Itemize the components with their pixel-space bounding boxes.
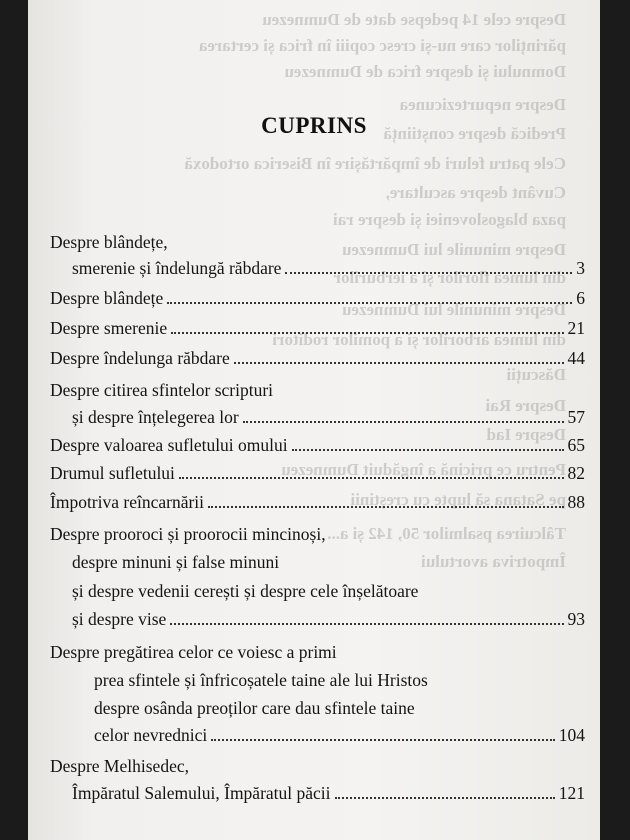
page-number: 121 — [558, 783, 585, 803]
ghost-line: Despre Iad — [486, 425, 566, 444]
toc-entry — [72, 783, 585, 804]
toc-entry-label: Împotriva reîncarnării — [50, 492, 205, 512]
toc-entry-line: Despre pregătirea celor ce voiesc a primi — [50, 642, 337, 662]
ghost-line: Domnului și despre frica de Dumnezeu — [284, 62, 566, 81]
dot-leader — [335, 797, 555, 799]
ghost-line: din lumea florilor și a ierburilor — [333, 268, 566, 287]
table-of-contents — [28, 0, 600, 840]
ghost-line: Despre minunile lui Dumnezeu — [341, 300, 566, 319]
toc-entry — [72, 258, 585, 279]
ghost-line: Cele patru feluri de împărtășire în Biserica ortodoxă — [184, 154, 566, 173]
page-number: 104 — [558, 725, 585, 745]
page-number: 3 — [576, 258, 585, 278]
page-number: 6 — [576, 288, 585, 308]
toc-entry-line: despre minuni și false minuni — [72, 552, 280, 572]
toc-entry — [50, 318, 585, 339]
dot-leader — [243, 421, 564, 423]
page-number: 21 — [567, 318, 585, 338]
ghost-line: Pentru ce pricină a îngăduit Dumnezeu — [281, 460, 566, 479]
ghost-line: pe Satana să lupte cu creștinii — [350, 490, 566, 509]
toc-entry-label: Despre îndelunga răbdare — [50, 348, 230, 368]
toc-entry-label: și despre înțelegerea lor — [72, 407, 239, 427]
toc-entry-label: și despre vise — [72, 609, 167, 629]
dot-leader — [179, 477, 564, 479]
ghost-line: Dăscuții — [506, 365, 566, 384]
dot-leader — [167, 302, 572, 304]
toc-entry — [72, 609, 585, 630]
page-number: 88 — [567, 492, 585, 512]
toc-entry — [50, 348, 585, 369]
dot-leader — [208, 506, 563, 508]
toc-entry — [50, 288, 585, 309]
page-title: CUPRINS — [261, 113, 367, 138]
toc-entry — [72, 407, 585, 428]
toc-entry — [50, 463, 585, 484]
book-page — [28, 0, 600, 840]
toc-entry — [50, 492, 585, 513]
ghost-line: Predică despre conștiință — [383, 124, 566, 143]
toc-entry-line: și despre vedenii cerești și despre cele înșelătoare — [72, 581, 419, 601]
dot-leader — [292, 449, 564, 451]
page-number: 93 — [567, 609, 585, 629]
ghost-line: paza blagosloveniei și despre rai — [333, 210, 566, 229]
toc-entry-line: despre osânda preoților care dau sfintele taine — [94, 698, 415, 718]
ghost-line: Împotriva avortului — [421, 552, 566, 571]
ghost-line: din lumea arborilor și a pomilor roditori — [272, 330, 566, 349]
ghost-line: Despre Rai — [485, 396, 566, 415]
page-number: 82 — [567, 463, 585, 483]
toc-entry — [94, 725, 585, 746]
toc-entry-line: Despre prooroci și proorocii mincinoși, — [50, 524, 326, 544]
toc-entry-label: celor nevrednici — [94, 725, 208, 745]
toc-entry-line: Despre blândețe, — [50, 232, 168, 252]
toc-entry-label: Drumul sufletului — [50, 463, 175, 483]
toc-entry-label: smerenie și îndelungă răbdare — [72, 258, 282, 278]
dot-leader — [171, 332, 563, 334]
toc-entry-line: Despre Melhisedec, — [50, 756, 189, 776]
ghost-line: părinților care nu-și cresc copiii în frica și certarea — [199, 36, 566, 55]
page-number: 65 — [567, 435, 585, 455]
toc-entry-label: Despre blândețe — [50, 288, 164, 308]
dot-leader — [211, 739, 555, 741]
ghost-line: Despre nepurtezicunea — [399, 95, 566, 114]
toc-entry-label: Despre smerenie — [50, 318, 168, 338]
page-number: 44 — [567, 348, 585, 368]
toc-entry-label: Despre valoarea sufletului omului — [50, 435, 288, 455]
toc-entry-line: Despre citirea sfintelor scripturi — [50, 380, 274, 400]
dot-leader — [170, 623, 563, 625]
dot-leader — [285, 272, 572, 274]
ghost-line: Despre minunile lui Dumnezeu — [341, 240, 566, 259]
ghost-line: Cuvânt despre ascultare, — [385, 183, 566, 202]
page-number: 57 — [567, 407, 585, 427]
toc-entry-line: prea sfintele și înfricoșatele taine ale lui Hristos — [94, 670, 428, 690]
dot-leader — [234, 362, 564, 364]
toc-entry — [50, 435, 585, 456]
ghost-line: Tâlcuirea psalmilor 50, 142 și a... — [327, 524, 566, 543]
toc-entry-label: Împăratul Salemului, Împăratul păcii — [72, 783, 331, 803]
ghost-line: Despre cele 14 pedepse date de Dumnezeu — [262, 10, 566, 29]
